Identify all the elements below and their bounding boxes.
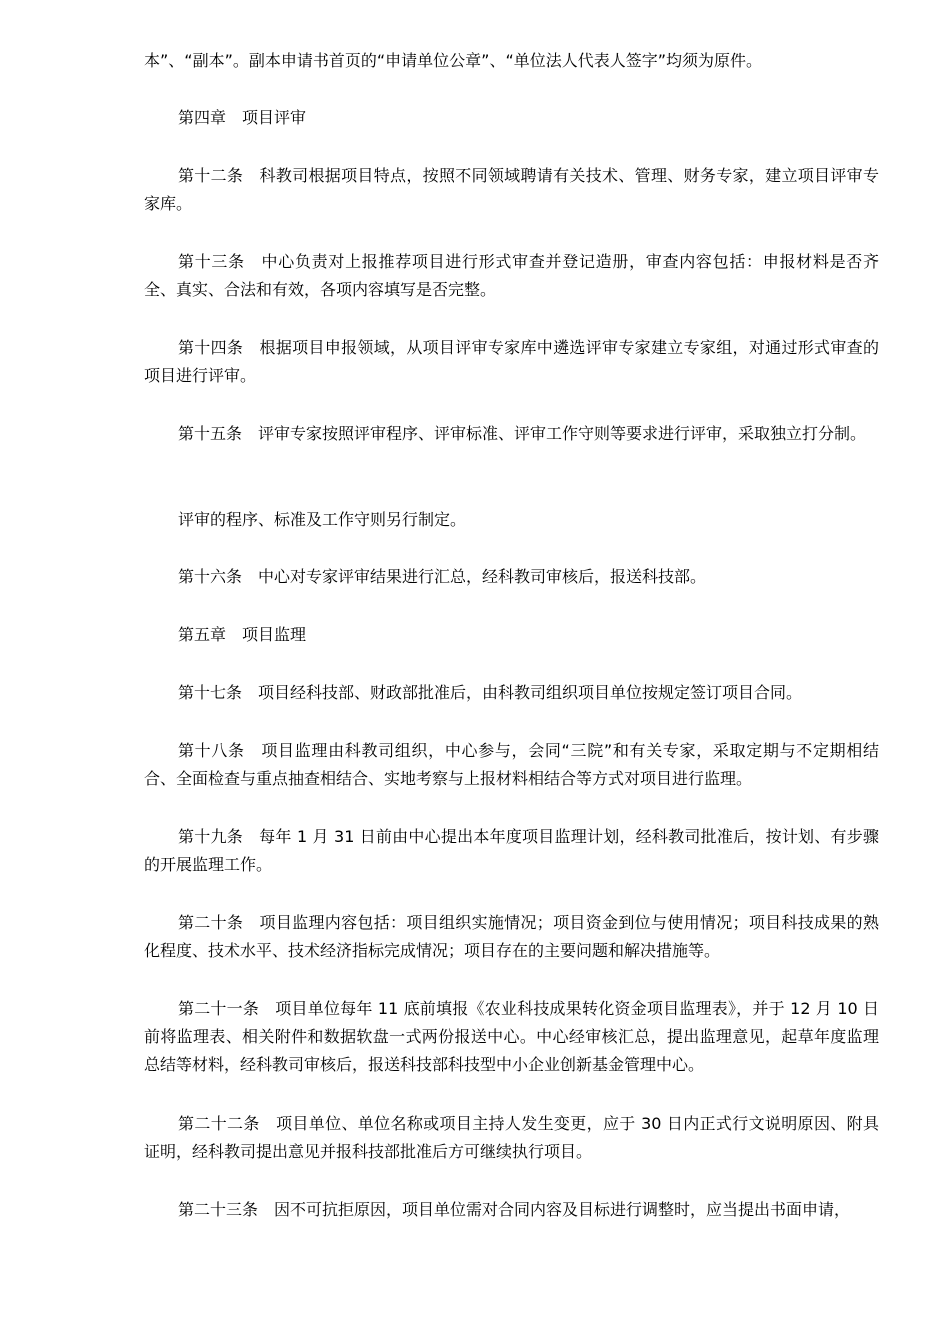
article-18: 第十八条 项目监理由科教司组织，中心参与，会同“三院”和有关专家，采取定期与不定期相结合、全面检查与重点抽查相结合、实地考察与上报材料相结合等方式对项目进行监理。 (144, 741, 879, 788)
chapter-heading-5: 第五章 项目监理 (178, 625, 307, 644)
article-12: 第十二条 科教司根据项目特点，按照不同领域聘请有关技术、管理、财务专家，建立项目评审专家库。 (144, 166, 879, 213)
article-21: 第二十一条 项目单位每年 11 底前填报《农业科技成果转化资金项目监理表》，并于 12 月 10 日前将监理表、相关附件和数据软盘一式两份报送中心。中心经审核汇总，提出监理意见，起草年度监理总结等材料，经科教司审核后，报送科技部科技型中小企业创新基金管理中心。 (144, 999, 879, 1074)
article-14: 第十四条 根据项目申报领域，从项目评审专家库中遴选评审专家建立专家组，对通过形式审查的项目进行评审。 (144, 338, 879, 385)
article-16: 第十六条 中心对专家评审结果进行汇总，经科教司审核后，报送科技部。 (178, 567, 707, 586)
chapter-heading-4: 第四章 项目评审 (178, 108, 307, 127)
article-17: 第十七条 项目经科技部、财政部批准后，由科教司组织项目单位按规定签订项目合同。 (178, 683, 803, 702)
article-23: 第二十三条 因不可抗拒原因，项目单位需对合同内容及目标进行调整时，应当提出书面申请， (178, 1200, 851, 1219)
article-13: 第十三条 中心负责对上报推荐项目进行形式审查并登记造册，审查内容包括：申报材料是否齐全、真实、合法和有效，各项内容填写是否完整。 (144, 252, 879, 299)
review-rules-note: 评审的程序、标准及工作守则另行制定。 (178, 510, 467, 529)
article-19: 第十九条 每年 1 月 31 日前由中心提出本年度项目监理计划，经科教司批准后，按计划、有步骤的开展监理工作。 (144, 827, 879, 874)
article-15: 第十五条 评审专家按照评审程序、评审标准、评审工作守则等要求进行评审，采取独立打分制。 (178, 424, 867, 443)
paragraph-continuation: 本”、“副本”。副本申请书首页的“申请单位公章”、“单位法人代表人签字”均须为原件。 (144, 51, 763, 70)
article-22: 第二十二条 项目单位、单位名称或项目主持人发生变更，应于 30 日内正式行文说明原因、附具证明，经科教司提出意见并报科技部批准后方可继续执行项目。 (144, 1114, 879, 1161)
article-20: 第二十条 项目监理内容包括：项目组织实施情况；项目资金到位与使用情况；项目科技成果的熟化程度、技术水平、技术经济指标完成情况；项目存在的主要问题和解决措施等。 (144, 913, 879, 960)
